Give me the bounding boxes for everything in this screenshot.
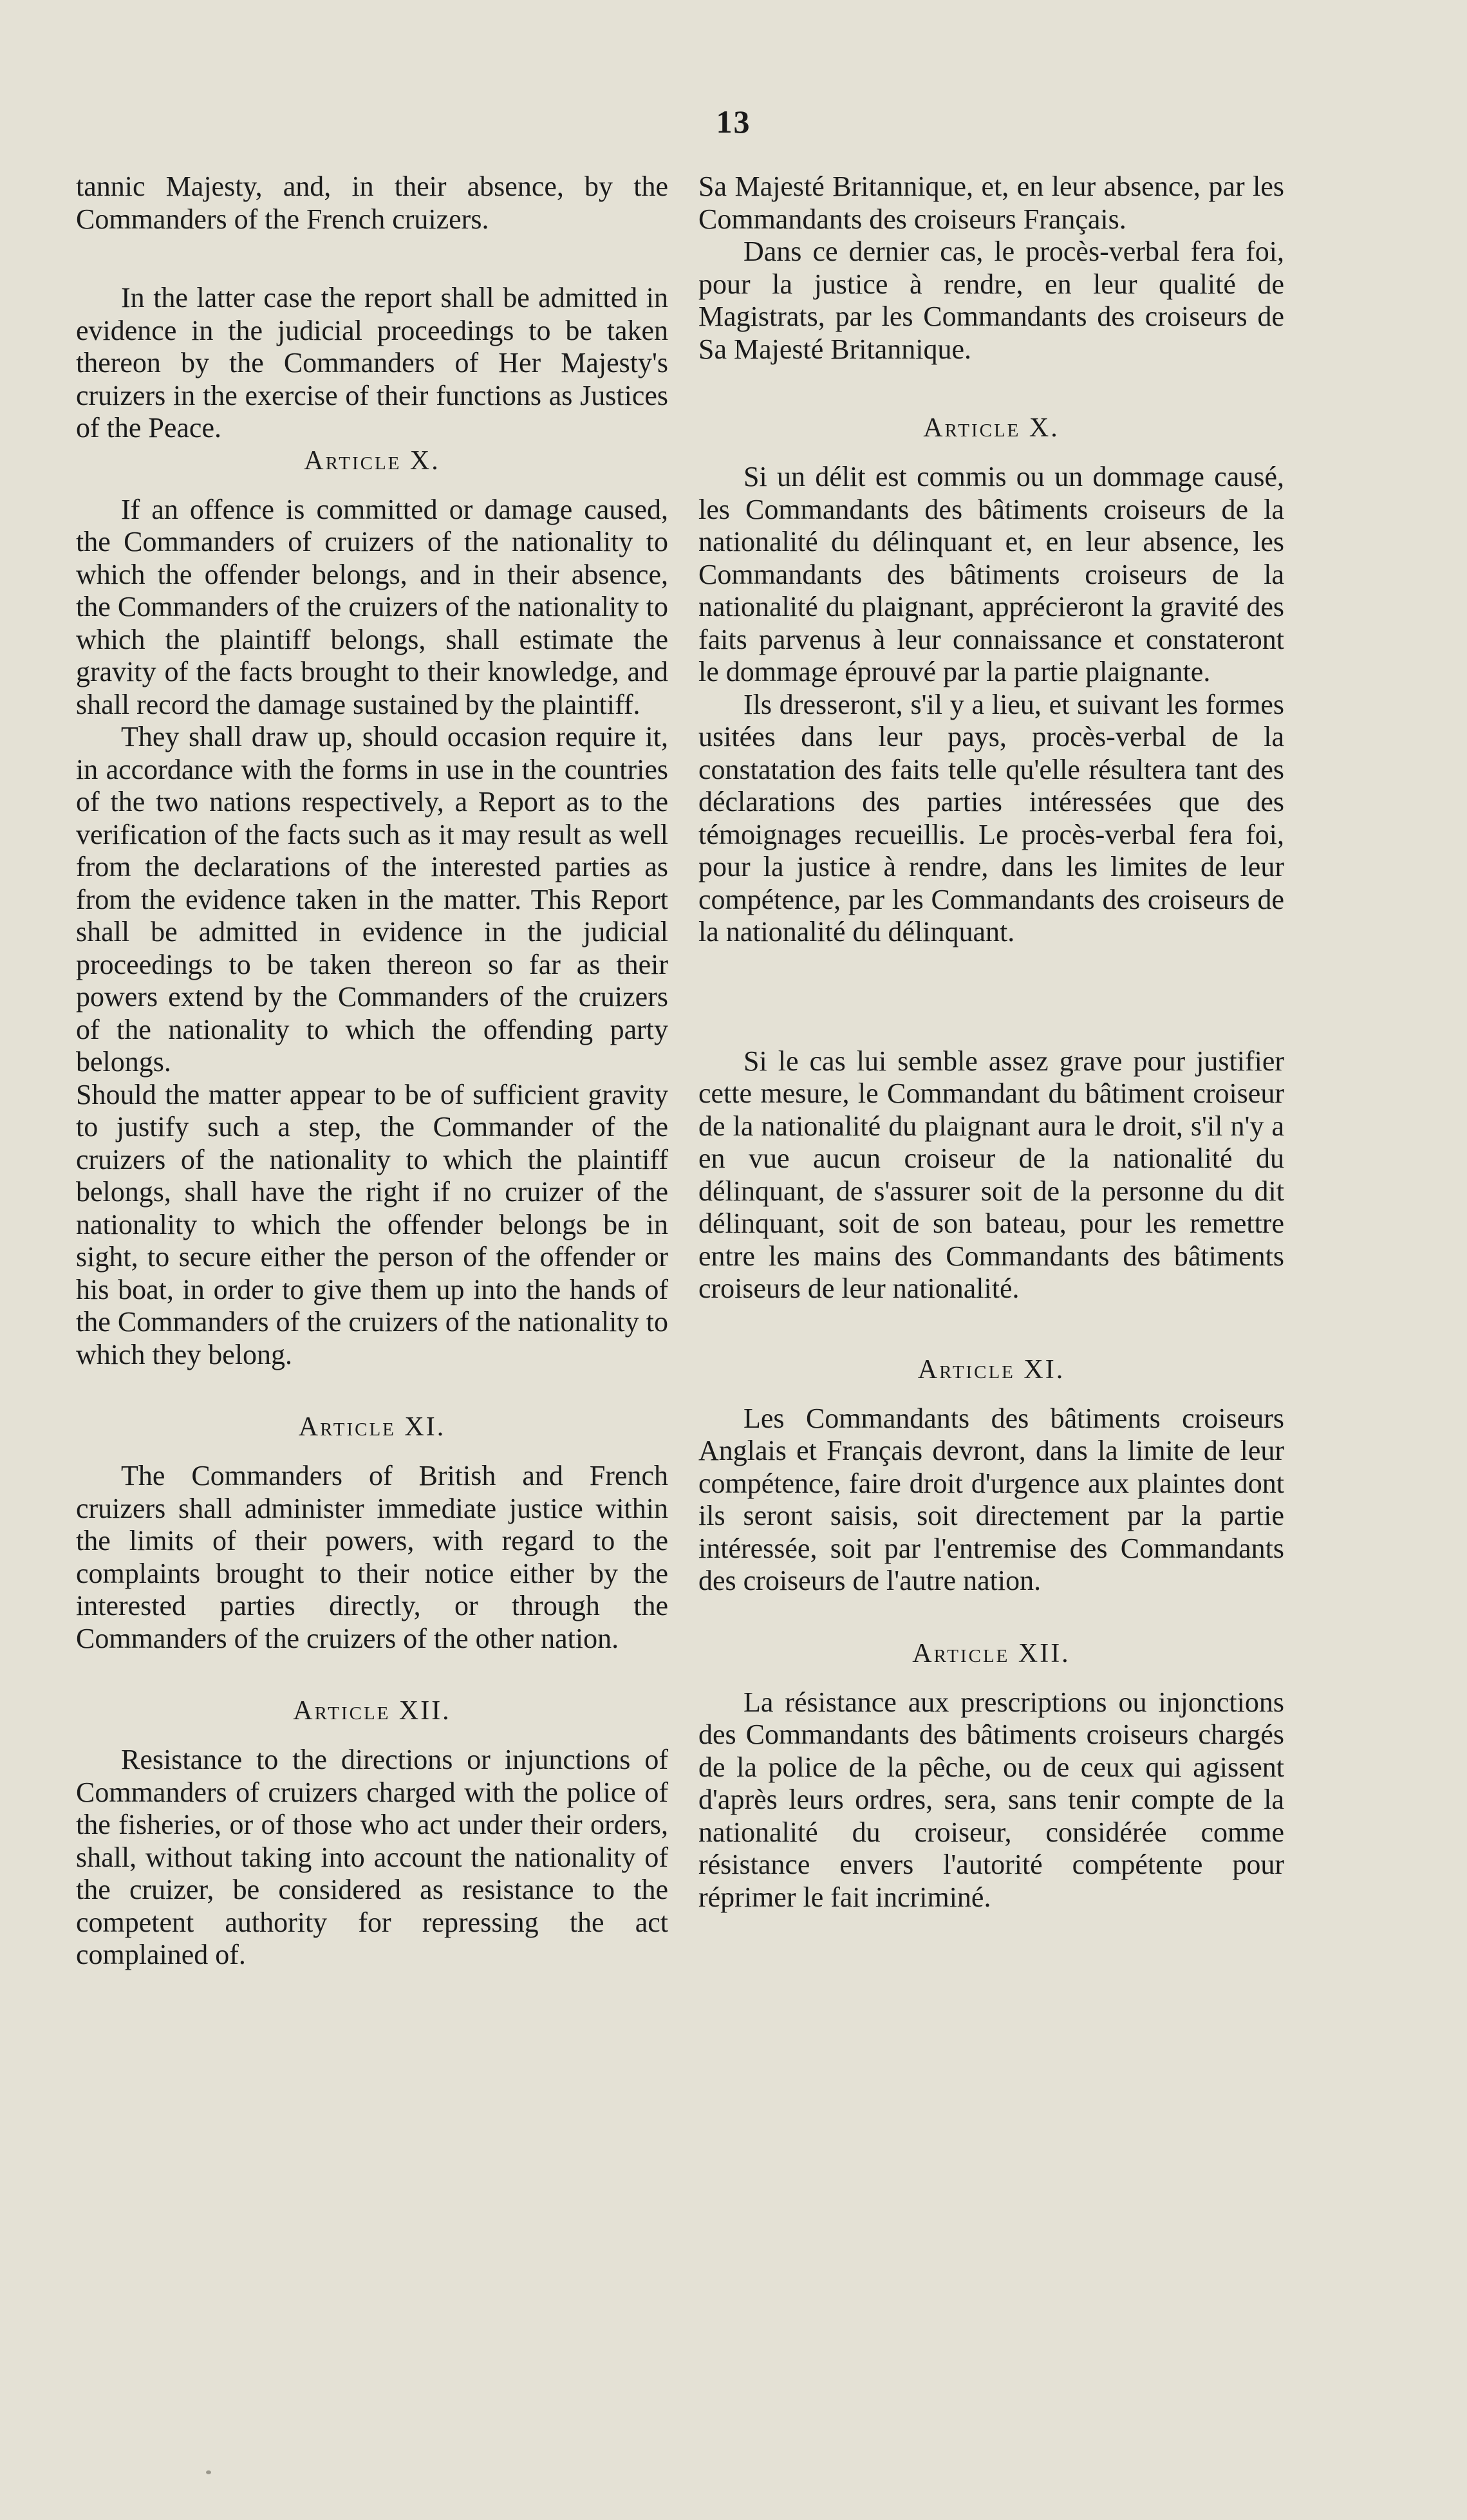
- french-article-xii-paragraph: La résistance aux prescriptions ou injonctions des Commandants des bâtiments croiseurs chargés de la police de la pêche, ou de ceux qui agissent d'après leurs ordres, sera, sans tenir compte de la nationalité du croiseur, considérée comme résistance envers l'autorité compétente pour réprimer le fait incriminé.: [698, 1686, 1284, 1913]
- french-article-x-paragraph: Si le cas lui semble assez grave pour justifier cette mesure, le Commandant du bâtiment croiseur de la nationalité du plaignant aura le droit, s'il n'y a en vue aucun croiseur de la nationalité du délinquant, de s'assurer soit de la personne du dit délinquant, soit de son bateau, pour les remettre entre les mains des Commandants des bâtiments croiseurs de leur nationalité.: [698, 1045, 1284, 1304]
- french-article-x-heading: Article X.: [923, 413, 1060, 443]
- paper-speck: [206, 2470, 211, 2474]
- english-intro-paragraph: In the latter case the report shall be admitted in evidence in the judicial proceedings to be taken thereon by the Commanders of Her Majesty's cruizers in the exercise of their functions as Justices of the Peace.: [76, 282, 668, 443]
- french-article-x-paragraph: Si un délit est commis ou un dommage causé, les Commandants des bâtiments croiseurs de la nationalité du délinquant et, en leur absence, les Commandants des bâtiments croiseurs de la nationalité du plaignant, apprécieront la gravité des faits parvenus à leur connaissance et constateront le dommage éprouvé par la partie plaignante.: [698, 461, 1284, 687]
- english-article-xi-heading: Article XI.: [298, 1412, 446, 1442]
- french-article-xi-paragraph: Les Commandants des bâtiments croiseurs Anglais et Français devront, dans la limite de leur compétence, faire droit d'urgence aux plaintes dont ils seront saisis, soit directement par la partie intéressée, soit par l'entremise des Commandants des croiseurs de l'autre nation.: [698, 1402, 1284, 1596]
- page-number: 13: [716, 104, 751, 140]
- english-article-x-paragraph: Should the matter appear to be of sufficient gravity to justify such a step, the Commander of the cruizers of the nationality to which the plaintiff belongs, shall have the right if no cruizer of the nationality to which the offender belongs be in sight, to secure either the person of the offender or his boat, in order to give them up into the hands of the Commanders of the cruizers of the nationality to which they belong.: [76, 1078, 668, 1370]
- english-article-x-heading: Article X.: [304, 445, 440, 476]
- french-intro-paragraph: Dans ce dernier cas, le procès-verbal fera foi, pour la justice à rendre, en leur qualité de Magistrats, par les Commandants des croiseurs de Sa Majesté Britannique.: [698, 236, 1284, 365]
- english-article-xii-heading: Article XII.: [293, 1696, 451, 1726]
- english-intro-continuation: tannic Majesty, and, in their absence, by the Commanders of the French cruizers.: [76, 171, 668, 235]
- english-article-x-paragraph: They shall draw up, should occasion require it, in accordance with the forms in use in the countries of the two nations respectively, a Report as to the verification of the facts such as it may result as well from the declarations of the interested parties as from the evidence taken in the matter. This Report shall be admitted in evidence in the judicial proceedings to be taken thereon so far as their powers extend by the Commanders of the cruizers of the nationality to which the offending party belongs.: [76, 721, 668, 1078]
- french-column: [698, 171, 1284, 1914]
- english-article-x-paragraph: If an offence is committed or damage caused, the Commanders of cruizers of the nationality to which the offender belongs, and in their absence, the Commanders of the cruizers of the nationality to which the plaintiff belongs, shall estimate the gravity of the facts brought to their knowledge, and shall record the damage sustained by the plaintiff.: [76, 493, 668, 720]
- english-article-xi-paragraph: The Commanders of British and French cruizers shall administer immediate justice within the limits of their powers, with regard to the complaints brought to their notice either by the interested parties directly, or through the Commanders of the cruizers of the other nation.: [76, 1460, 668, 1654]
- french-intro-continuation: Sa Majesté Britannique, et, en leur absence, par les Commandants des croiseurs Français.: [698, 171, 1284, 235]
- french-article-xii-heading: Article XII.: [912, 1638, 1070, 1668]
- french-article-x-paragraph: Ils dresseront, s'il y a lieu, et suivant les formes usitées dans leur pays, procès-verbal de la constatation des faits telle qu'elle résultera tant des déclarations des parties intéressées que des témoignages recueillis. Le procès-verbal fera foi, pour la justice à rendre, dans les limites de leur compétence, par les Commandants des croiseurs de la nationalité du délinquant.: [698, 688, 1284, 947]
- english-article-xii-paragraph: Resistance to the directions or injunctions of Commanders of cruizers charged with the police of the fisheries, or of those who act under their orders, shall, without taking into account the nationality of the cruizer, be considered as resistance to the competent authority for repressing the act complained of.: [76, 1744, 668, 1970]
- english-column: [76, 171, 668, 1972]
- french-article-xi-heading: Article XI.: [917, 1354, 1065, 1385]
